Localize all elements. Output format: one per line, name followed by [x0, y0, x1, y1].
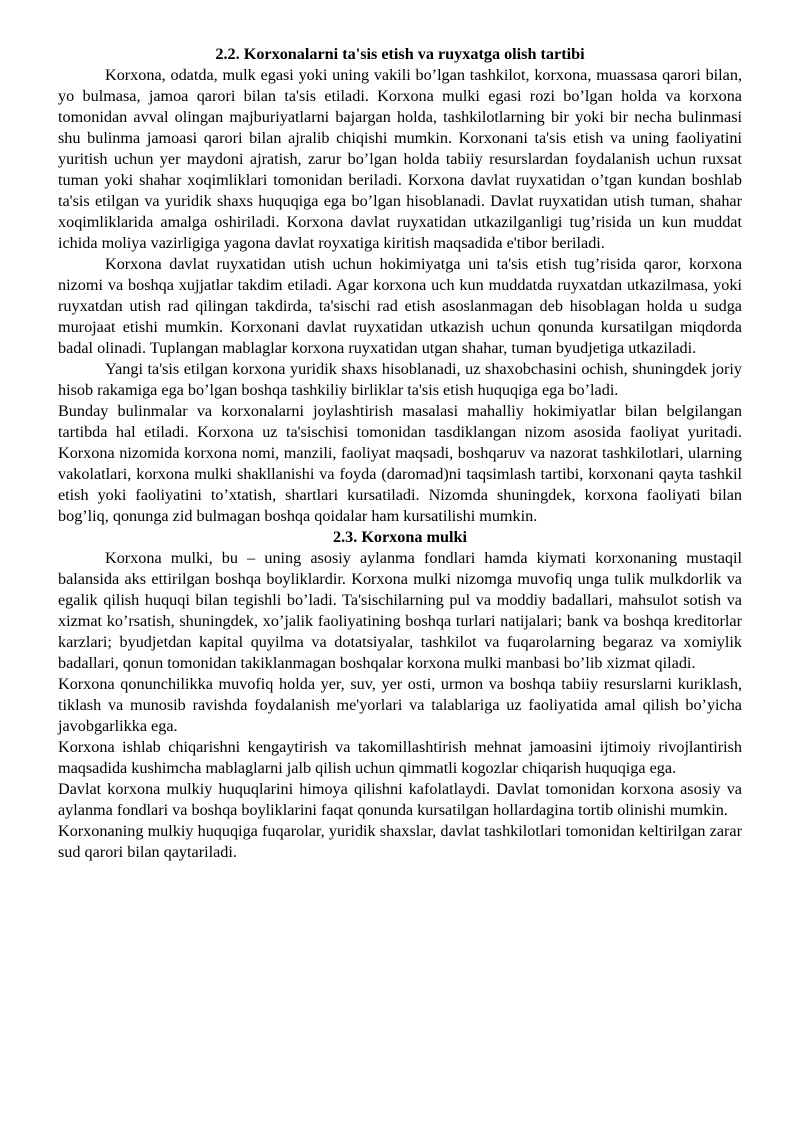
paragraph: Korxona mulki, bu – uning asosiy aylanma fondlari hamda kiymati korxonaning mustaqil balansida aks ettirilgan boshqa boyliklardir. Korxona mulki nizomga muvofiq unga tulik mulkdorlik va egalik qilish huquqi bilan tegishli bo’ladi. Ta'sischilarning pul va moddiy badallari, mahsulot sotish va xizmat ko’rsatish, shuningdek, xo’jalik faoliyatining boshqa turlari natijalari; bank va boshqa kreditorlar karzlari; byudjetdan kapital quyilma va dotatsiyalar, tashkilot va fuqarolarning begaraz va xomiylik badallari, qonun tomonidan takiklanmagan boshqalar korxona mulki manbasi bo’lib xizmat qiladi.: [58, 549, 742, 672]
paragraph: Korxonaning mulkiy huquqiga fuqarolar, yuridik shaxslar, davlat tashkilotlari tomonidan keltirilgan zarar sud qarori bilan qaytariladi.: [58, 822, 742, 861]
paragraph: Korxona davlat ruyxatidan utish uchun hokimiyatga uni ta'sis etish tug’risida qaror, korxona nizomi va boshqa xujjatlar takdim etiladi. Agar korxona uch kun muddatda ruyxatdan utkazilmasa, yoki ruyxatdan utish rad qilingan takdirda, ta'sischi rad etish asoslanmagan deb hisoblagan holda u sudga murojaat etishi mumkin. Korxonani davlat ruyxatidan utkazish uchun qonunda kursatilgan miqdorda badal olinadi. Tuplangan mablaglar korxona ruyxatidan utgan shahar, tuman byudjetiga utkaziladi.: [58, 255, 742, 357]
section-heading-2-3: 2.3. Korxona mulki: [332, 528, 467, 546]
section-heading-2-2: 2.2. Korxonalarni ta'sis etish va ruyxatga olish tartibi: [215, 45, 585, 63]
paragraph: Korxona ishlab chiqarishni kengaytirish va takomillashtirish mehnat jamoasini ijtimoiy rivojlantirish maqsadida kushimcha mablaglarni jalb qilish uchun qimmatli kogozlar chiqarish huquqiga ega.: [58, 738, 742, 777]
paragraph: Bunday bulinmalar va korxonalarni joylashtirish masalasi mahalliy hokimiyatlar bilan belgilangan tartibda hal etiladi. Korxona uz ta'sischisi tomonidan tasdiklangan nizom asosida faoliyat yuritadi. Korxona nizomida korxona nomi, manzili, faoliyat maqsadi, boshqaruv va nazorat tashkilotlari, ularning vakolatlari, korxona mulki shakllanishi va foyda (daromad)ni taqsimlash tartibi, korxonani qayta tashkil etish yoki faoliyatini to’xtatish, shartlari kursatiladi. Nizomda shuningdek, korxona faoliyati bilan bog’liq, qonunga zid bulmagan boshqa qoidalar ham kursatilishi mumkin.: [58, 402, 742, 525]
paragraph: Yangi ta'sis etilgan korxona yuridik shaxs hisoblanadi, uz shaxobchasini ochish, shuningdek joriy hisob rakamiga ega bo’lgan boshqa tashkiliy birliklar ta'sis etish huquqiga ega bo’ladi.: [58, 360, 742, 399]
paragraph: Korxona qonunchilikka muvofiq holda yer, suv, yer osti, urmon va boshqa tabiiy resurslarni kuriklash, tiklash va munosib ravishda foydalanish me'yorlari va talablariga uz faoliyatida amal qilish bo’yicha javobgarlikka ega.: [58, 675, 742, 735]
paragraph: Korxona, odatda, mulk egasi yoki uning vakili bo’lgan tashkilot, korxona, muassasa qarori bilan, yo bulmasa, jamoa qarori bilan ta'sis etiladi. Korxona mulki egasi rozi bo’lgan holda va korxona tomonidan avval olingan majburiyatlarni bajargan holda, tashkilotlarning bir yoki bir necha bulinmasi shu bulinma jamoasi qarori bilan ajralib chiqishi mumkin. Korxonani ta'sis etish va uning faoliyatini yuritish uchun yer maydoni ajratish, zarur bo’lgan holda tabiiy resurslardan foydalanish uchun ruxsat tuman yoki shahar xoqimliklari tomonidan beriladi. Korxona davlat ruyxatidan o’tgan kundan boshlab ta'sis etilgan va yuridik shaxs huquqiga ega bo’lgan hisoblanadi. Davlat ruyxatidan utish tuman, shahar xoqimliklarida amalga oshiriladi. Korxona davlat ruyxatidan utkazilganligi tug’risida un kun muddat ichida moliya vazirligiga yagona davlat royxatiga kiritish maqsadida e'tibor beriladi.: [58, 66, 742, 252]
document-page: [58, 44, 742, 863]
paragraph: Davlat korxona mulkiy huquqlarini himoya qilishni kafolatlaydi. Davlat tomonidan korxona asosiy va aylanma fondlari va boshqa boyliklarini faqat qonunda kursatilgan hollardagina tortib olinishi mumkin.: [58, 780, 742, 819]
